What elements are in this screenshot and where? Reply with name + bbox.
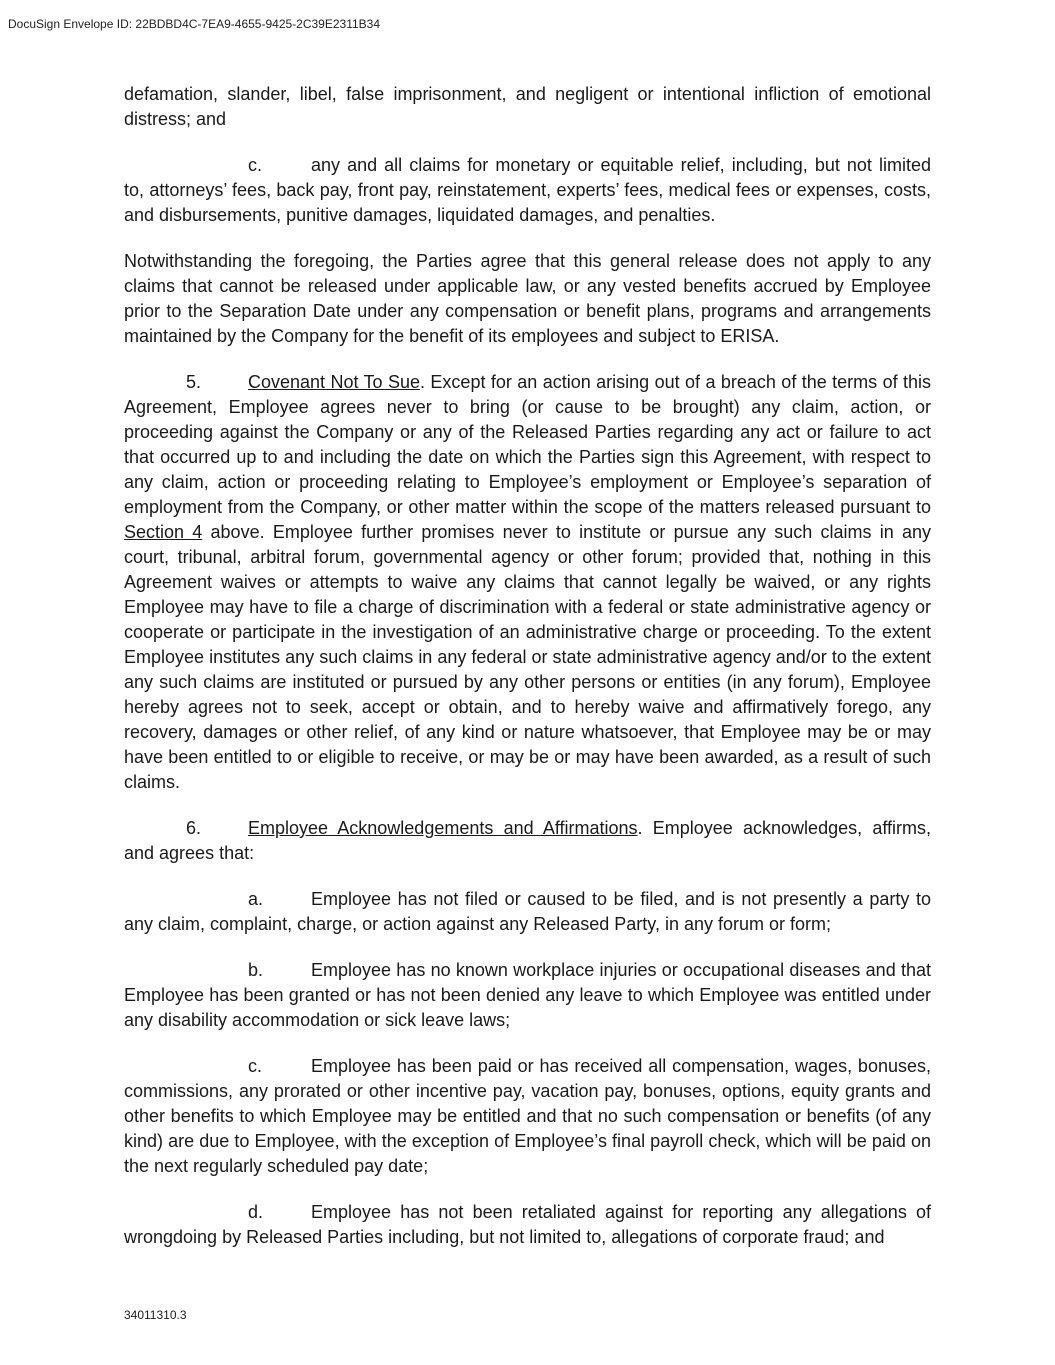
section-number: 5. xyxy=(186,372,202,392)
section-5-covenant xyxy=(124,370,931,795)
item-label: c. xyxy=(248,155,263,175)
paragraph-defamation: defamation, slander, libel, false imprisonment, and negligent or intentional infliction of emotional distress; and xyxy=(124,84,931,129)
section-text: . Employee acknowledges, affirms, and agrees that: xyxy=(124,818,931,863)
section-6-acknowledgements xyxy=(124,816,931,866)
item-text: Employee has been paid or has received all compensation, wages, bonuses, commissions, any prorated or other incentive pay, vacation pay, bonuses, options, equity grants and other benefits to which Employee may be entitled and that no such compensation or benefits (of any kind) are due to Employee, with the exception of Employee’s final payroll check, which will be paid on the next regularly scheduled pay date; xyxy=(124,1056,931,1176)
item-6d xyxy=(124,1200,931,1250)
item-label: c. xyxy=(248,1056,263,1076)
item-text: any and all claims for monetary or equitable relief, including, but not limited to, attorneys’ fees, back pay, front pay, reinstatement, experts’ fees, medical fees or expenses, costs, and disbursements, punitive damages, liquidated damages, and penalties. xyxy=(124,155,931,225)
paragraph-notwithstanding: Notwithstanding the foregoing, the Parties agree that this general release does not apply to any claims that cannot be released under applicable law, or any vested benefits accrued by Employee prior to the Separation Date under any compensation or benefit plans, programs and arrangements maintained by the Company for the benefit of its employees and subject to ERISA. xyxy=(124,251,931,346)
item-text: Employee has not filed or caused to be filed, and is not presently a party to any claim, complaint, charge, or action against any Released Party, in any forum or form; xyxy=(124,889,931,934)
item-6b xyxy=(124,958,931,1033)
item-text: Employee has no known workplace injuries or occupational diseases and that Employee has been granted or has not been denied any leave to which Employee was entitled under any disability accommodation or sick leave laws; xyxy=(124,960,931,1030)
section-title: Covenant Not To Sue xyxy=(248,372,421,392)
footer-document-number: 34011310.3 xyxy=(124,1308,187,1322)
docusign-envelope-id: DocuSign Envelope ID: 22BDBD4C-7EA9-4655-9425-2C39E2311B34 xyxy=(8,17,381,31)
item-label: d. xyxy=(248,1202,264,1222)
section-text: . Except for an action arising out of a breach of the terms of this Agreement, Employee agrees never to bring (or cause to be brought) any claim, action, or proceeding against the Company or any of the Released Parties regarding any act or failure to act that occurred up to and including the date on which the Parties sign this Agreement, with respect to any claim, action or proceeding relating to Employee’s employment or Employee’s separation of employment from the Company, or other matter within the scope of the matters released pursuant to xyxy=(124,372,932,517)
item-4c xyxy=(124,153,931,228)
item-6c xyxy=(124,1054,931,1179)
section-text-continued: above. Employee further promises never to institute or pursue any such claims in any court, tribunal, arbitral forum, governmental agency or other forum; provided that, nothing in this Agreement waives or attempts to waive any claims that cannot legally be waived, or any rights Employee may have to file a charge of discrimination with a federal or state administrative agency or cooperate or participate in the investigation of an administrative charge or proceeding. To the extent Employee institutes any such claims in any federal or state administrative agency and/or to the extent any such claims are instituted or pursued by any other persons or entities (in any forum), Employee hereby agrees not to seek, accept or obtain, and to hereby waive and affirmatively forego, any recovery, damages or other relief, of any kind or nature whatsoever, that Employee may be or may have been entitled to or eligible to receive, or may be or may have been awarded, as a result of such claims. xyxy=(124,522,931,792)
document-body xyxy=(124,82,931,1271)
section-title: Employee Acknowledgements and Affirmations xyxy=(248,818,638,838)
section-number: 6. xyxy=(186,818,202,838)
item-6a xyxy=(124,887,931,937)
item-label: a. xyxy=(248,889,264,909)
item-text: Employee has not been retaliated against for reporting any allegations of wrongdoing by Released Parties including, but not limited to, allegations of corporate fraud; and xyxy=(124,1202,931,1247)
section-reference: Section 4 xyxy=(124,522,203,542)
item-label: b. xyxy=(248,960,264,980)
